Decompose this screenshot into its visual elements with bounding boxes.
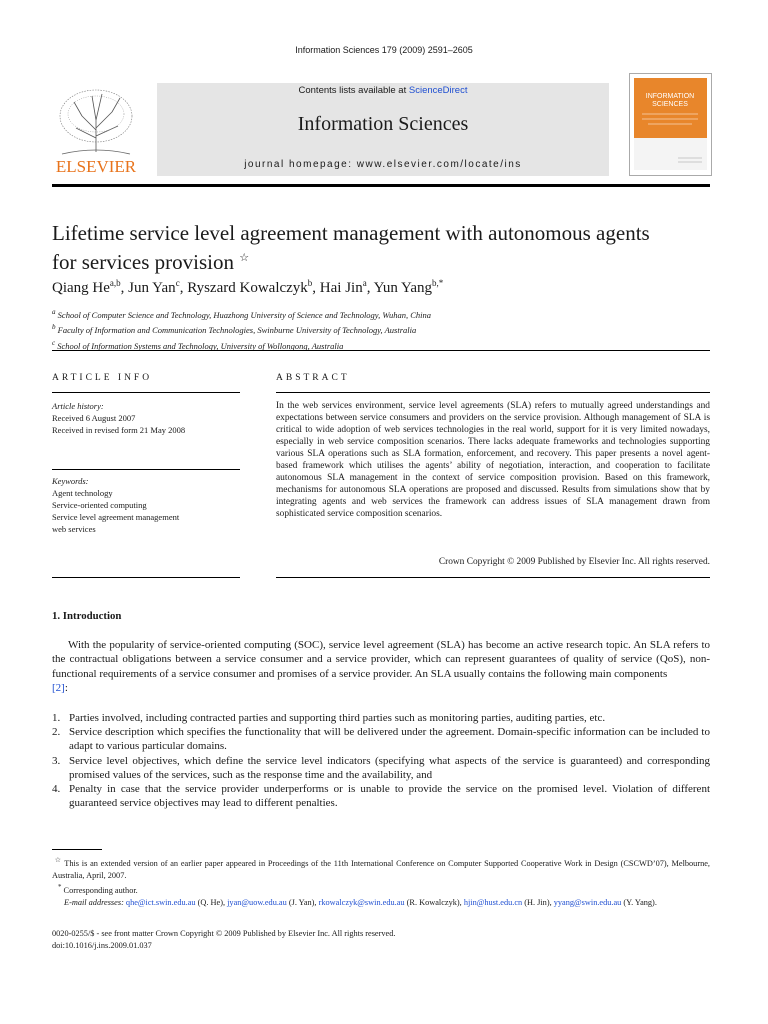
- contents-line: [157, 85, 609, 96]
- list-text: Parties involved, including contracted parties and supporting third parties such as monitoring parties, auditing parties, etc.: [69, 712, 606, 724]
- affiliation-item: [52, 306, 712, 321]
- intro-text-end: :: [64, 681, 68, 694]
- intro-text: With the popularity of service-oriented computing (SOC), service level agreement (SLA) has become an active research topic. An SLA refers to the contractual obligations between a service consumer and a service provider, which can represent guarantees of quality of service (QoS), non-functional requirements of a service consumer and promises of a service provider. An SLA usually contains the following main components: [52, 639, 710, 680]
- abstract-text: In the web services environment, service level agreements (SLA) refers to mutually agreed understandings and expectations between service consumers and providers on the service provision. Although management of SLA is critical to wide adoption of web services technologies in the real world, support for it is very limited nowadays, especially in web service composition scenarios. There lacks adequate frameworks and technologies supporting various SLA operations such as SLA formation, enforcement, and recovery. This paper presents a novel agent-based framework which utilises the agents’ ability of negotiation, interaction, and cooperation to facilitate autonomous SLA management in the context of service composition provision. Based on this framework, mechanisms for autonomous SLA operations are proposed and discussed. Results from simulations show that by integrating agents and web services the framework can address issues of SLA management drawn from sophisticated service composition scenarios.: [276, 401, 710, 519]
- front-matter: [52, 928, 710, 952]
- list-item: [52, 711, 710, 725]
- article-history: [52, 400, 242, 436]
- abstract-rule: [276, 392, 710, 393]
- email-owner: (Y. Yang).: [623, 897, 657, 907]
- revised-date: Received in revised form 21 May 2008: [52, 425, 186, 435]
- header-rule: [52, 184, 710, 187]
- list-item: [52, 725, 710, 753]
- author-list: Qiang He$^{a,b}$, Jun Yan$^c$, Ryszard Kowalczyk$^b$, Hai Jin$^a$, Yun Yang$^{b,*}$: [52, 278, 444, 296]
- email-link[interactable]: qhe@ict.swin.edu.au: [125, 897, 196, 907]
- abstract-heading: ABSTRACT: [276, 373, 350, 383]
- received-date: Received 6 August 2007: [52, 413, 136, 423]
- title-line-2-text: for services provision: [52, 250, 234, 274]
- footnote-text: This is an extended version of an earlier paper appeared in Proceedings of the 11th International Conference on Computer Supported Cooperative Work in Design (CSCWD’07), Melbourne, Australia, April, 2007.: [52, 858, 710, 880]
- author-name: Jun Yan: [128, 280, 176, 296]
- author-affil-mark: a: [362, 278, 367, 288]
- keyword-item: Service level agreement management: [52, 512, 180, 522]
- elsevier-logo: [52, 80, 140, 176]
- author-affil-mark: c: [175, 278, 180, 288]
- list-number: 1.: [52, 712, 61, 724]
- affil-text: School of Information Systems and Technology, University of Wollongong, Australia: [57, 340, 344, 351]
- article-info-bottom-rule: [52, 577, 240, 578]
- keywords-label: Keywords:: [52, 476, 89, 486]
- affil-text: Faculty of Information and Communication Technologies, Swinburne University of Technology, Australia: [57, 325, 417, 336]
- email-owner: (R. Kowalczyk),: [406, 897, 462, 907]
- contents-prefix: Contents lists available at: [298, 85, 409, 96]
- title-footnote-mark[interactable]: ☆: [239, 252, 250, 264]
- footnotes: [52, 855, 710, 909]
- footnote-star: [52, 855, 710, 882]
- elsevier-wordmark: ELSEVIER: [55, 157, 137, 176]
- keyword-item: Service-oriented computing: [52, 500, 147, 510]
- article-info-heading: ARTICLE INFO: [52, 373, 153, 383]
- list-item: [52, 754, 710, 782]
- journal-name: Information Sciences: [297, 113, 469, 135]
- footnote-mark: ☆: [54, 857, 62, 864]
- affil-mark: c: [52, 338, 56, 347]
- affiliation-item: [52, 321, 712, 336]
- title-line-2: [52, 246, 712, 275]
- author-name: Qiang He: [52, 280, 110, 296]
- email-link[interactable]: jyan@uow.edu.au: [227, 897, 287, 907]
- keywords-rule: [52, 469, 240, 470]
- journal-banner: [157, 83, 609, 176]
- intro-paragraph: [52, 638, 710, 695]
- journal-cover: [629, 73, 712, 176]
- keyword-item: Agent technology: [52, 488, 113, 498]
- abstract-copyright: Crown Copyright © 2009 Published by Elsevier Inc. All rights reserved.: [438, 557, 710, 567]
- footnote-corresponding: [52, 882, 710, 897]
- list-number: 4.: [52, 783, 61, 796]
- section-rule: [52, 350, 710, 351]
- cover-title-line2: SCIENCES: [652, 101, 688, 108]
- author-affil-mark: b: [307, 278, 313, 288]
- list-text: Service level objectives, which define the service level indicators (specifying what aspects of the service is guaranteed) and corresponding promised values of the services, such as the response time and the availability, and: [69, 754, 710, 781]
- list-number: 3.: [52, 754, 61, 767]
- footnote-rule: [52, 849, 102, 850]
- intro-heading: 1. Introduction: [52, 610, 122, 622]
- history-label: Article history:: [52, 401, 104, 411]
- email-owner: (H. Jin),: [524, 897, 552, 907]
- doi-line[interactable]: doi:10.1016/j.ins.2009.01.037: [52, 941, 152, 950]
- footnote-text: Corresponding author.: [63, 885, 138, 895]
- journal-citation: Information Sciences 179 (2009) 2591–2605: [295, 45, 473, 55]
- affil-text: School of Computer Science and Technology, Huazhong University of Science and Technology, Wuhan, China: [57, 309, 431, 320]
- email-owner: (Q. He),: [197, 897, 226, 907]
- email-link[interactable]: yyang@swin.edu.au: [553, 897, 622, 907]
- journal-homepage[interactable]: journal homepage: www.elsevier.com/locate/ins: [244, 159, 522, 170]
- list-number: 2.: [52, 726, 61, 739]
- citation-link[interactable]: [2]: [52, 681, 65, 694]
- issn-line: 0020-0255/$ - see front matter Crown Copyright © 2009 Published by Elsevier Inc. All rights reserved.: [52, 929, 396, 938]
- author-name: Yun Yang: [373, 280, 433, 296]
- cover-title-line1: INFORMATION: [645, 93, 695, 100]
- author-name: Ryszard Kowalczyk: [187, 280, 308, 296]
- email-owner: (J. Yan),: [288, 897, 317, 907]
- list-item: [52, 782, 710, 810]
- email-link[interactable]: hjin@hust.edu.cn: [463, 897, 523, 907]
- sciencedirect-link[interactable]: ScienceDirect: [408, 85, 468, 96]
- title-line-1: Lifetime service level agreement management with autonomous agents: [52, 221, 650, 245]
- list-text: Service description which specifies the functionality that will be delivered under the agreement. Domain-specific information can be included to adapt to various particular domains.: [69, 726, 710, 753]
- author-name: Hai Jin: [319, 280, 363, 296]
- email-label: E-mail addresses:: [64, 897, 124, 907]
- list-text: Penalty in case that the service provider underperforms or is unable to provide the service on the promised level. Violation of different guaranteed service objectives may lead to different penalties.: [69, 783, 710, 810]
- keywords: [52, 475, 242, 535]
- affil-mark: a: [52, 308, 56, 316]
- component-list: [52, 711, 710, 810]
- author-affil-mark: a,b: [109, 278, 121, 288]
- article-title: [52, 221, 712, 275]
- footnote-mark: *: [58, 883, 62, 891]
- email-link[interactable]: rkowalczyk@swin.edu.au: [318, 897, 405, 907]
- keyword-item: web services: [52, 524, 96, 534]
- abstract-bottom-rule: [276, 577, 710, 578]
- footnote-emails: [52, 897, 710, 909]
- affil-mark: b: [52, 323, 56, 332]
- article-info-rule: [52, 392, 240, 393]
- author-affil-mark: b,*: [432, 278, 444, 288]
- affiliations: [52, 306, 712, 352]
